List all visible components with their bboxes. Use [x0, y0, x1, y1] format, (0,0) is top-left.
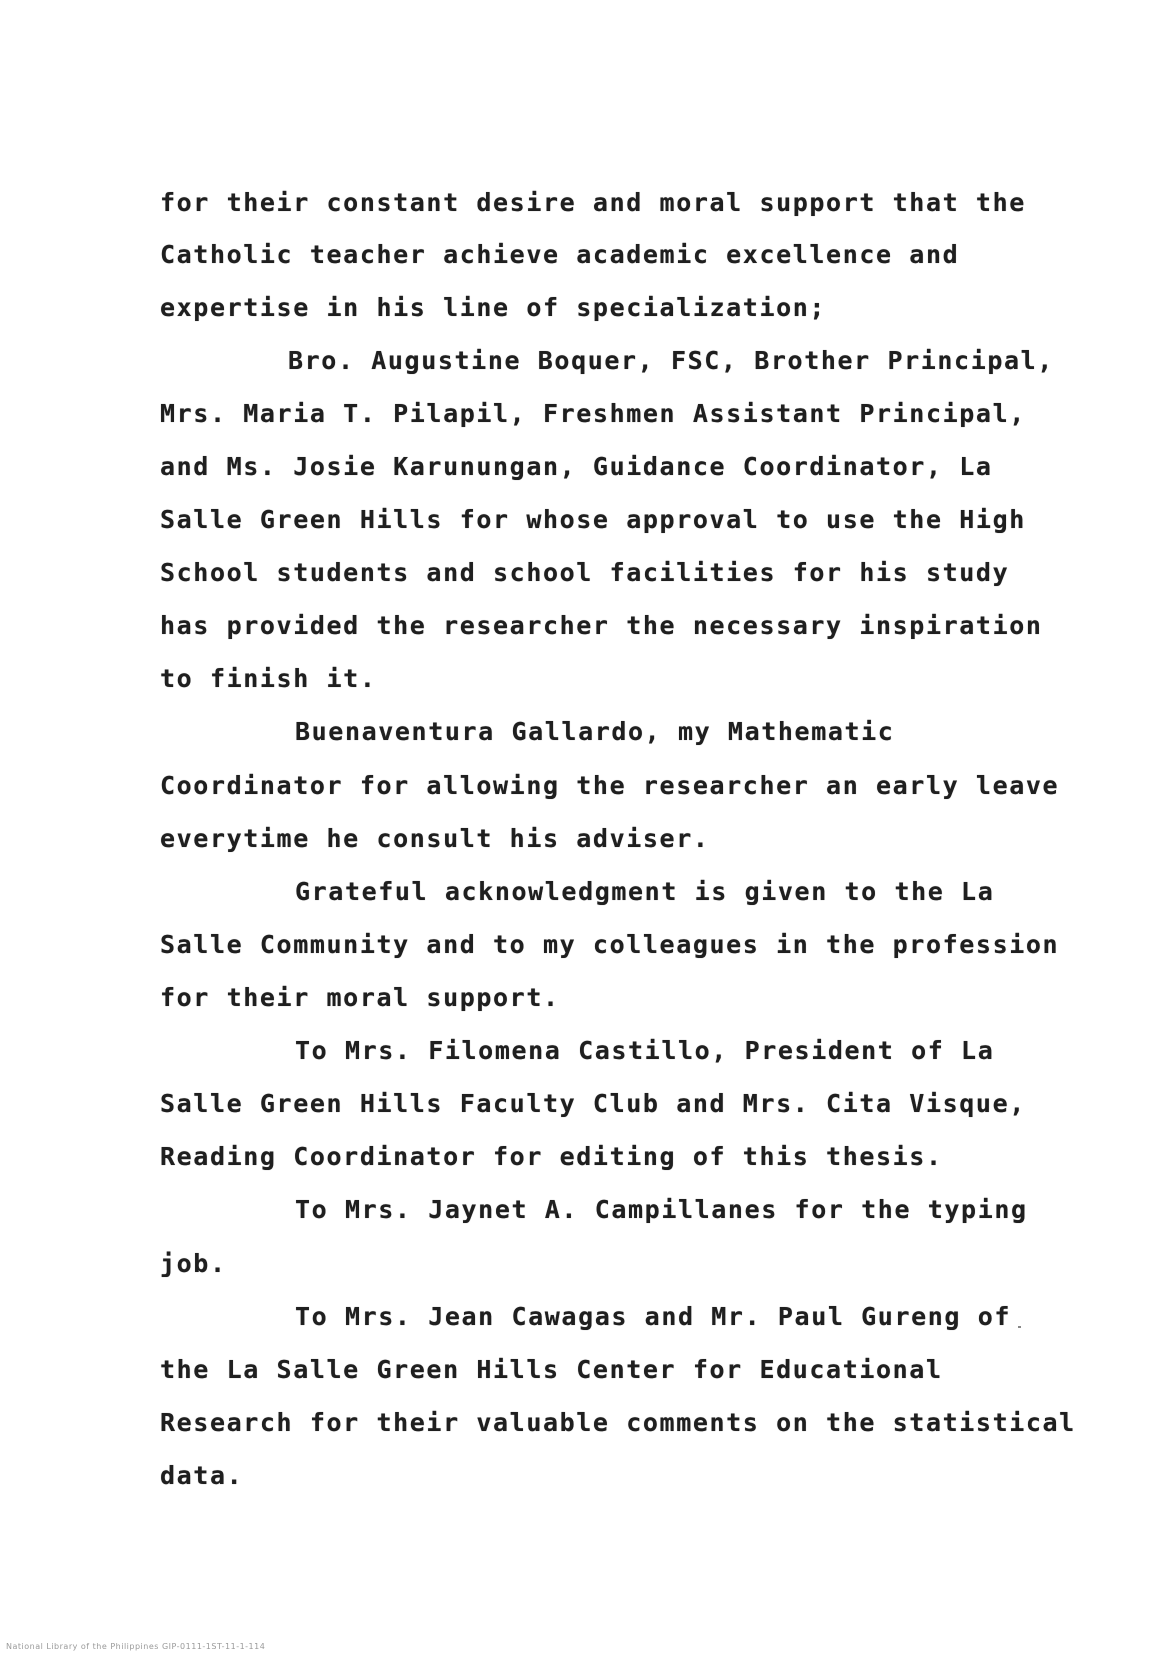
text-line: everytime he consult his adviser.: [160, 824, 710, 853]
text-line: To Mrs. Jaynet A. Campillanes for the typing: [295, 1195, 1028, 1224]
text-line: the La Salle Green Hills Center for Educational: [160, 1355, 943, 1384]
text-line: Buenaventura Gallardo, my Mathematic: [295, 717, 895, 746]
text-line: to finish it.: [160, 664, 377, 693]
text-line: for their constant desire and moral support that the: [160, 188, 1026, 217]
text-line: School students and school facilities for his study: [160, 558, 1010, 587]
text-line: Bro. Augustine Boquer, FSC, Brother Principal,: [288, 346, 1054, 375]
text-line: To Mrs. Filomena Castillo, President of La: [295, 1036, 995, 1065]
text-line: and Ms. Josie Karunungan, Guidance Coordinator, La: [160, 452, 993, 481]
text-line: data.: [160, 1461, 244, 1490]
text-line: Salle Green Hills for whose approval to use the High: [160, 505, 1026, 534]
text-line: To Mrs. Jean Cawagas and Mr. Paul Gureng of: [295, 1302, 1012, 1331]
text-line: has provided the researcher the necessary inspiration: [160, 611, 1043, 640]
text-line: Grateful acknowledgment is given to the La: [295, 877, 995, 906]
text-line: Catholic teacher achieve academic excellence and: [160, 240, 960, 269]
text-line: Salle Green Hills Faculty Club and Mrs. Cita Visque,: [160, 1089, 1026, 1118]
scan-speck: [1018, 1326, 1021, 1328]
text-line: Salle Community and to my colleagues in the profession: [160, 930, 1060, 959]
text-line: expertise in his line of specialization;: [160, 293, 827, 322]
text-line: Mrs. Maria T. Pilapil, Freshmen Assistant Principal,: [160, 399, 1026, 428]
text-line: Research for their valuable comments on the statistical: [160, 1408, 1076, 1437]
footer-watermark: National Library of the Philippines GIP-0111-1ST-11-1-114: [6, 1642, 266, 1651]
text-line: for their moral support.: [160, 983, 560, 1012]
text-line: Coordinator for allowing the researcher an early leave: [160, 771, 1060, 800]
text-line: Reading Coordinator for editing of this thesis.: [160, 1142, 943, 1171]
text-line: job.: [160, 1249, 227, 1278]
